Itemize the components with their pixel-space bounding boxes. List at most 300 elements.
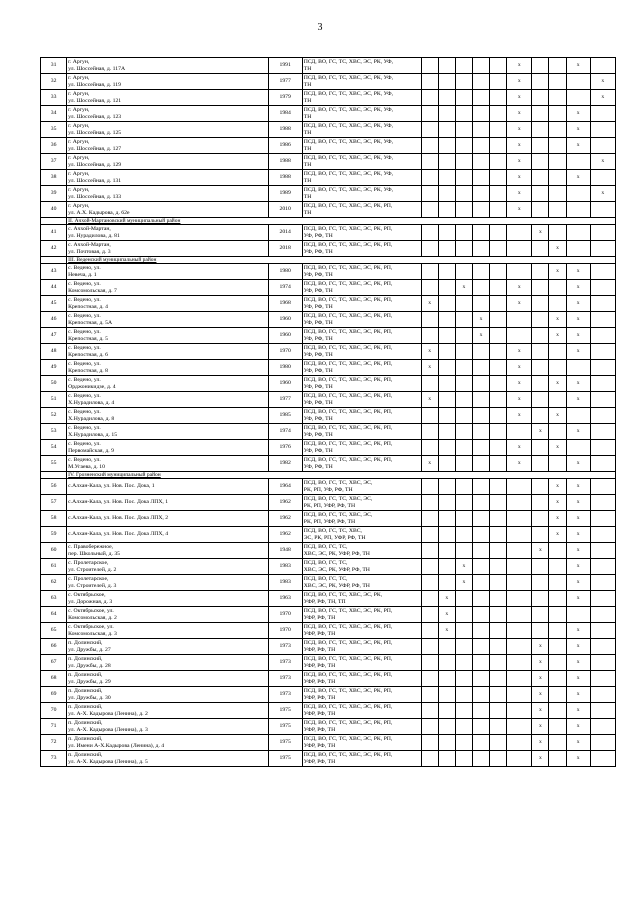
mark-cell	[507, 312, 532, 328]
mark-cell	[472, 122, 489, 138]
year-cell: 1973	[268, 639, 302, 655]
works-cell: ПСД, ВО, ГС, ТС, ХВС, ЭС, РК, УФ, ТН	[302, 58, 421, 74]
mark-cell: x	[566, 479, 590, 495]
year-cell: 1973	[268, 655, 302, 671]
mark-cell	[532, 170, 549, 186]
mark-cell	[490, 106, 507, 122]
year-cell: 1979	[268, 90, 302, 106]
works-cell: ПСД, ВО, ГС, ТС, ХВС, ЭС, РК, УФ, ТН	[302, 74, 421, 90]
table-row	[41, 527, 616, 543]
year-cell: 1989	[268, 186, 302, 202]
mark-cell: x	[507, 106, 532, 122]
mark-cell	[507, 559, 532, 575]
mark-cell	[590, 671, 615, 687]
works-cell: ПСД, ВО, ГС, ТС, ХВС, ЭС, РК, РП, УФР, РФ, ТН	[302, 671, 421, 687]
mark-cell	[590, 639, 615, 655]
mark-cell	[438, 186, 455, 202]
mark-cell	[566, 607, 590, 623]
mark-cell	[455, 703, 472, 719]
row-number: 38	[41, 170, 67, 186]
section-title: IV. Грозненский муниципальный район	[67, 472, 616, 479]
section-number-cell	[41, 218, 67, 225]
mark-cell	[590, 591, 615, 607]
row-number: 48	[41, 344, 67, 360]
mark-cell	[532, 392, 549, 408]
mark-cell: x	[566, 280, 590, 296]
year-cell: 1963	[268, 591, 302, 607]
mark-cell	[421, 607, 438, 623]
mark-cell	[438, 58, 455, 74]
works-cell: ПСД, ВО, ГС, ТС, ХВС, ЭС, РК, РП, УФ, РФ, ТН	[302, 296, 421, 312]
mark-cell: x	[507, 170, 532, 186]
mark-cell	[472, 479, 489, 495]
mark-cell	[590, 687, 615, 703]
row-number: 64	[41, 607, 67, 623]
mark-cell	[532, 360, 549, 376]
row-number: 56	[41, 479, 67, 495]
table-row	[41, 408, 616, 424]
mark-cell	[490, 479, 507, 495]
mark-cell	[472, 408, 489, 424]
mark-cell	[549, 170, 566, 186]
table-row	[41, 719, 616, 735]
year-cell: 1974	[268, 424, 302, 440]
address-cell: с. Ведено, ул. Х.Нурадилова, д. 8	[67, 408, 268, 424]
works-cell: ПСД, ВО, ГС, ТС, ХВС, ЭС, РК, РП, УФ, РФ, ТН	[302, 360, 421, 376]
year-cell: 1973	[268, 687, 302, 703]
year-cell: 1962	[268, 511, 302, 527]
mark-cell	[507, 607, 532, 623]
row-number: 45	[41, 296, 67, 312]
mark-cell	[507, 495, 532, 511]
mark-cell: x	[566, 424, 590, 440]
mark-cell	[438, 225, 455, 241]
mark-cell	[490, 312, 507, 328]
address-cell: с. Ведено, ул. М.Угаева, д. 10	[67, 456, 268, 472]
mark-cell	[532, 495, 549, 511]
table-row	[41, 138, 616, 154]
year-cell: 1960	[268, 312, 302, 328]
mark-cell: x	[549, 440, 566, 456]
mark-cell	[490, 392, 507, 408]
address-cell: с. Пролетарское, ул. Строителей, д. 2	[67, 559, 268, 575]
capital-repair-table	[40, 57, 616, 767]
mark-cell	[472, 376, 489, 392]
mark-cell: x	[566, 392, 590, 408]
mark-cell	[421, 90, 438, 106]
mark-cell	[490, 440, 507, 456]
table-row	[41, 344, 616, 360]
mark-cell: x	[455, 559, 472, 575]
row-number: 52	[41, 408, 67, 424]
mark-cell	[507, 671, 532, 687]
row-number: 71	[41, 719, 67, 735]
mark-cell	[421, 511, 438, 527]
mark-cell: x	[455, 575, 472, 591]
row-number: 70	[41, 703, 67, 719]
mark-cell	[532, 280, 549, 296]
mark-cell	[490, 703, 507, 719]
mark-cell	[421, 623, 438, 639]
mark-cell: x	[566, 296, 590, 312]
mark-cell	[438, 703, 455, 719]
mark-cell: x	[566, 575, 590, 591]
mark-cell	[455, 106, 472, 122]
mark-cell	[455, 138, 472, 154]
works-cell: ПСД, ВО, ГС, ТС, ХВС, ЭС, РК, РП, УФР, РФ, ТН	[302, 687, 421, 703]
mark-cell: x	[507, 58, 532, 74]
mark-cell	[549, 623, 566, 639]
year-cell: 1968	[268, 296, 302, 312]
mark-cell: x	[549, 241, 566, 257]
mark-cell	[455, 735, 472, 751]
mark-cell	[549, 575, 566, 591]
table-row	[41, 623, 616, 639]
mark-cell	[532, 74, 549, 90]
row-number: 33	[41, 90, 67, 106]
row-number: 39	[41, 186, 67, 202]
mark-cell	[421, 280, 438, 296]
year-cell: 1970	[268, 607, 302, 623]
row-number: 55	[41, 456, 67, 472]
mark-cell: x	[507, 90, 532, 106]
mark-cell	[490, 639, 507, 655]
mark-cell: x	[566, 170, 590, 186]
mark-cell	[490, 344, 507, 360]
row-number: 41	[41, 225, 67, 241]
mark-cell	[438, 170, 455, 186]
address-cell: с. Ведено, ул. Крепостная, д. 5	[67, 328, 268, 344]
address-cell: п. Долинский, ул. А-Х. Кадырова (Ленина), д. 5	[67, 751, 268, 767]
page-number: 3	[317, 22, 323, 33]
table-row	[41, 511, 616, 527]
row-number: 63	[41, 591, 67, 607]
mark-cell	[590, 607, 615, 623]
mark-cell	[421, 138, 438, 154]
row-number: 46	[41, 312, 67, 328]
mark-cell: x	[566, 639, 590, 655]
mark-cell: x	[566, 328, 590, 344]
year-cell: 1977	[268, 392, 302, 408]
table-row	[41, 607, 616, 623]
mark-cell	[490, 186, 507, 202]
table-row	[41, 671, 616, 687]
mark-cell	[549, 202, 566, 218]
mark-cell	[490, 280, 507, 296]
section-number-cell	[41, 257, 67, 264]
mark-cell	[472, 138, 489, 154]
mark-cell: x	[566, 591, 590, 607]
mark-cell	[472, 527, 489, 543]
year-cell: 1962	[268, 495, 302, 511]
mark-cell	[532, 312, 549, 328]
mark-cell	[421, 655, 438, 671]
mark-cell: x	[566, 543, 590, 559]
year-cell: 1977	[268, 74, 302, 90]
mark-cell	[438, 639, 455, 655]
mark-cell: x	[438, 607, 455, 623]
address-cell: г. Аргун, ул. А.Х. Кадырова, д. 62е	[67, 202, 268, 218]
address-cell: с. Ведено, ул. Крепостная, д. 4	[67, 296, 268, 312]
mark-cell	[507, 751, 532, 767]
mark-cell	[590, 280, 615, 296]
year-cell: 1975	[268, 735, 302, 751]
works-cell: ПСД, ВО, ГС, ТС, ХВС, ЭС, РК, РП, УФ, РФ, ТН	[302, 392, 421, 408]
section-title: III. Веденский муниципальный район	[67, 257, 616, 264]
address-cell: г. Аргун, ул. Шоссейная, д. 125	[67, 122, 268, 138]
table-row	[41, 106, 616, 122]
row-number: 59	[41, 527, 67, 543]
mark-cell: x	[566, 735, 590, 751]
mark-cell	[549, 58, 566, 74]
mark-cell	[549, 138, 566, 154]
mark-cell	[421, 495, 438, 511]
mark-cell: x	[590, 186, 615, 202]
mark-cell: x	[566, 687, 590, 703]
mark-cell	[421, 328, 438, 344]
mark-cell	[455, 296, 472, 312]
mark-cell	[472, 623, 489, 639]
mark-cell	[421, 479, 438, 495]
mark-cell	[455, 264, 472, 280]
year-cell: 2018	[268, 241, 302, 257]
mark-cell	[490, 687, 507, 703]
mark-cell: x	[421, 456, 438, 472]
mark-cell: x	[566, 312, 590, 328]
mark-cell: x	[566, 703, 590, 719]
mark-cell	[455, 607, 472, 623]
address-cell: с. Ведено, ул. Комсомольская, д. 7	[67, 280, 268, 296]
mark-cell	[438, 106, 455, 122]
mark-cell	[532, 264, 549, 280]
mark-cell	[590, 719, 615, 735]
mark-cell	[455, 360, 472, 376]
mark-cell: x	[532, 655, 549, 671]
mark-cell	[438, 122, 455, 138]
mark-cell	[590, 296, 615, 312]
year-cell: 1964	[268, 479, 302, 495]
mark-cell	[472, 90, 489, 106]
mark-cell	[455, 543, 472, 559]
mark-cell	[455, 154, 472, 170]
mark-cell	[590, 202, 615, 218]
mark-cell	[421, 241, 438, 257]
row-number: 43	[41, 264, 67, 280]
mark-cell: x	[549, 479, 566, 495]
works-cell: ПСД, ВО, ГС, ТС, ХВС, ЭС, РК, РП, УФ, РФ, ТН	[302, 264, 421, 280]
mark-cell	[438, 202, 455, 218]
address-cell: п. Долинский, ул. Дружбы, д. 27	[67, 639, 268, 655]
table-row	[41, 154, 616, 170]
works-cell: ПСД, ВО, ГС, ТС, ХВС, ЭС, РК, РП, УФ, РФ, ТН	[302, 344, 421, 360]
address-cell: п. Долинский, ул. А-Х. Кадырова (Ленина), д. 2	[67, 703, 268, 719]
row-number: 62	[41, 575, 67, 591]
mark-cell	[472, 543, 489, 559]
mark-cell	[549, 655, 566, 671]
year-cell: 1975	[268, 751, 302, 767]
mark-cell	[490, 751, 507, 767]
mark-cell	[472, 687, 489, 703]
mark-cell	[438, 138, 455, 154]
mark-cell	[590, 424, 615, 440]
mark-cell: x	[566, 559, 590, 575]
mark-cell	[490, 527, 507, 543]
mark-cell	[507, 687, 532, 703]
mark-cell	[490, 591, 507, 607]
mark-cell	[455, 479, 472, 495]
address-cell: с. Ведено, ул. Орджоникидзе, д. 4	[67, 376, 268, 392]
mark-cell	[421, 408, 438, 424]
row-number: 58	[41, 511, 67, 527]
mark-cell: x	[472, 328, 489, 344]
row-number: 57	[41, 495, 67, 511]
mark-cell	[421, 74, 438, 90]
mark-cell	[590, 58, 615, 74]
mark-cell	[472, 360, 489, 376]
mark-cell	[507, 527, 532, 543]
mark-cell: x	[507, 392, 532, 408]
mark-cell	[455, 671, 472, 687]
mark-cell	[438, 559, 455, 575]
mark-cell	[421, 122, 438, 138]
mark-cell: x	[421, 392, 438, 408]
table-row	[41, 241, 616, 257]
mark-cell	[472, 424, 489, 440]
mark-cell: x	[566, 655, 590, 671]
table-row	[41, 170, 616, 186]
address-cell: с. Пролетарское, ул. Строителей, д. 3	[67, 575, 268, 591]
row-number: 53	[41, 424, 67, 440]
mark-cell	[490, 264, 507, 280]
mark-cell	[421, 312, 438, 328]
mark-cell	[549, 751, 566, 767]
row-number: 73	[41, 751, 67, 767]
row-number: 32	[41, 74, 67, 90]
address-cell: с.Алхан-Кала, ул. Нов. Пос. Дока ЛПХ, 2	[67, 511, 268, 527]
address-cell: с. Ачхой-Мартан, ул. Почтовая, д. 3	[67, 241, 268, 257]
mark-cell	[590, 225, 615, 241]
mark-cell	[421, 225, 438, 241]
mark-cell	[549, 639, 566, 655]
mark-cell	[472, 456, 489, 472]
mark-cell	[438, 671, 455, 687]
year-cell: 1988	[268, 122, 302, 138]
mark-cell	[549, 559, 566, 575]
works-cell: ПСД, ВО, ГС, ТС, ХВС, ЭС, РК, УФР, РФ, ТН, ТП	[302, 591, 421, 607]
mark-cell	[507, 575, 532, 591]
mark-cell	[455, 392, 472, 408]
mark-cell	[421, 264, 438, 280]
mark-cell	[532, 296, 549, 312]
year-cell: 2014	[268, 225, 302, 241]
mark-cell	[421, 543, 438, 559]
table-row	[41, 751, 616, 767]
mark-cell	[590, 703, 615, 719]
address-cell: п. Долинский, ул. Дружбы, д. 30	[67, 687, 268, 703]
address-cell: с. Ведено, ул. Крепостная, д. 8	[67, 360, 268, 376]
mark-cell	[532, 241, 549, 257]
mark-cell	[455, 225, 472, 241]
mark-cell: x	[532, 703, 549, 719]
address-cell: г. Аргун, ул. Шоссейная, д. 127	[67, 138, 268, 154]
address-cell: п. Долинский, ул. Дружбы, д. 29	[67, 671, 268, 687]
mark-cell	[472, 58, 489, 74]
mark-cell	[490, 328, 507, 344]
mark-cell	[421, 527, 438, 543]
mark-cell: x	[455, 280, 472, 296]
row-number: 50	[41, 376, 67, 392]
mark-cell	[472, 154, 489, 170]
mark-cell	[532, 527, 549, 543]
mark-cell	[532, 575, 549, 591]
mark-cell	[590, 328, 615, 344]
row-number: 47	[41, 328, 67, 344]
year-cell: 1975	[268, 703, 302, 719]
mark-cell	[532, 623, 549, 639]
mark-cell	[490, 170, 507, 186]
mark-cell	[590, 543, 615, 559]
mark-cell	[590, 392, 615, 408]
address-cell: г. Аргун, ул. Шоссейная, д. 121	[67, 90, 268, 106]
mark-cell	[532, 58, 549, 74]
mark-cell	[532, 559, 549, 575]
year-cell: 2010	[268, 202, 302, 218]
works-cell: ПСД, ВО, ГС, ТС, ХВС, ЭС, РК, РП, УФР, РФ, ТН	[302, 703, 421, 719]
mark-cell	[421, 559, 438, 575]
mark-cell	[549, 456, 566, 472]
works-cell: ПСД, ВО, ГС, ТС, ХВС, ЭС, РК, РП, УФ, РФ, ТН	[302, 241, 421, 257]
works-cell: ПСД, ВО, ГС, ТС, ХВС, ЭС, РК, УФ, ТН	[302, 170, 421, 186]
table-row	[41, 495, 616, 511]
mark-cell	[590, 495, 615, 511]
mark-cell: x	[507, 296, 532, 312]
year-cell: 1974	[268, 280, 302, 296]
mark-cell	[438, 241, 455, 257]
section-row	[41, 257, 616, 264]
address-cell: с.Алхан-Кала, ул. Нов. Пос. Дока ЛПХ, 4	[67, 527, 268, 543]
mark-cell	[507, 479, 532, 495]
mark-cell	[438, 376, 455, 392]
mark-cell: x	[472, 312, 489, 328]
address-cell: г. Аргун, ул. Шоссейная, д. 119	[67, 74, 268, 90]
mark-cell: x	[566, 58, 590, 74]
mark-cell	[590, 751, 615, 767]
mark-cell	[549, 296, 566, 312]
mark-cell	[438, 511, 455, 527]
mark-cell	[421, 154, 438, 170]
mark-cell	[549, 543, 566, 559]
year-cell: 1975	[268, 719, 302, 735]
mark-cell	[507, 241, 532, 257]
mark-cell	[490, 408, 507, 424]
year-cell: 1960	[268, 328, 302, 344]
address-cell: с.Алхан-Кала, ул. Нов. Пос. Дока, 1	[67, 479, 268, 495]
year-cell: 1980	[268, 264, 302, 280]
mark-cell	[590, 623, 615, 639]
works-cell: ПСД, ВО, ГС, ТС, ХВС, ЭС, РК, РП, УФР, РФ, ТН	[302, 655, 421, 671]
mark-cell	[472, 719, 489, 735]
mark-cell	[438, 392, 455, 408]
year-cell: 1970	[268, 344, 302, 360]
mark-cell	[590, 559, 615, 575]
works-cell: ПСД, ВО, ГС, ТС, ХВС, ЭС, РК, УФР, РФ, ТН	[302, 543, 421, 559]
mark-cell	[455, 655, 472, 671]
mark-cell	[549, 74, 566, 90]
mark-cell	[566, 90, 590, 106]
mark-cell	[532, 154, 549, 170]
mark-cell	[438, 479, 455, 495]
mark-cell	[438, 456, 455, 472]
